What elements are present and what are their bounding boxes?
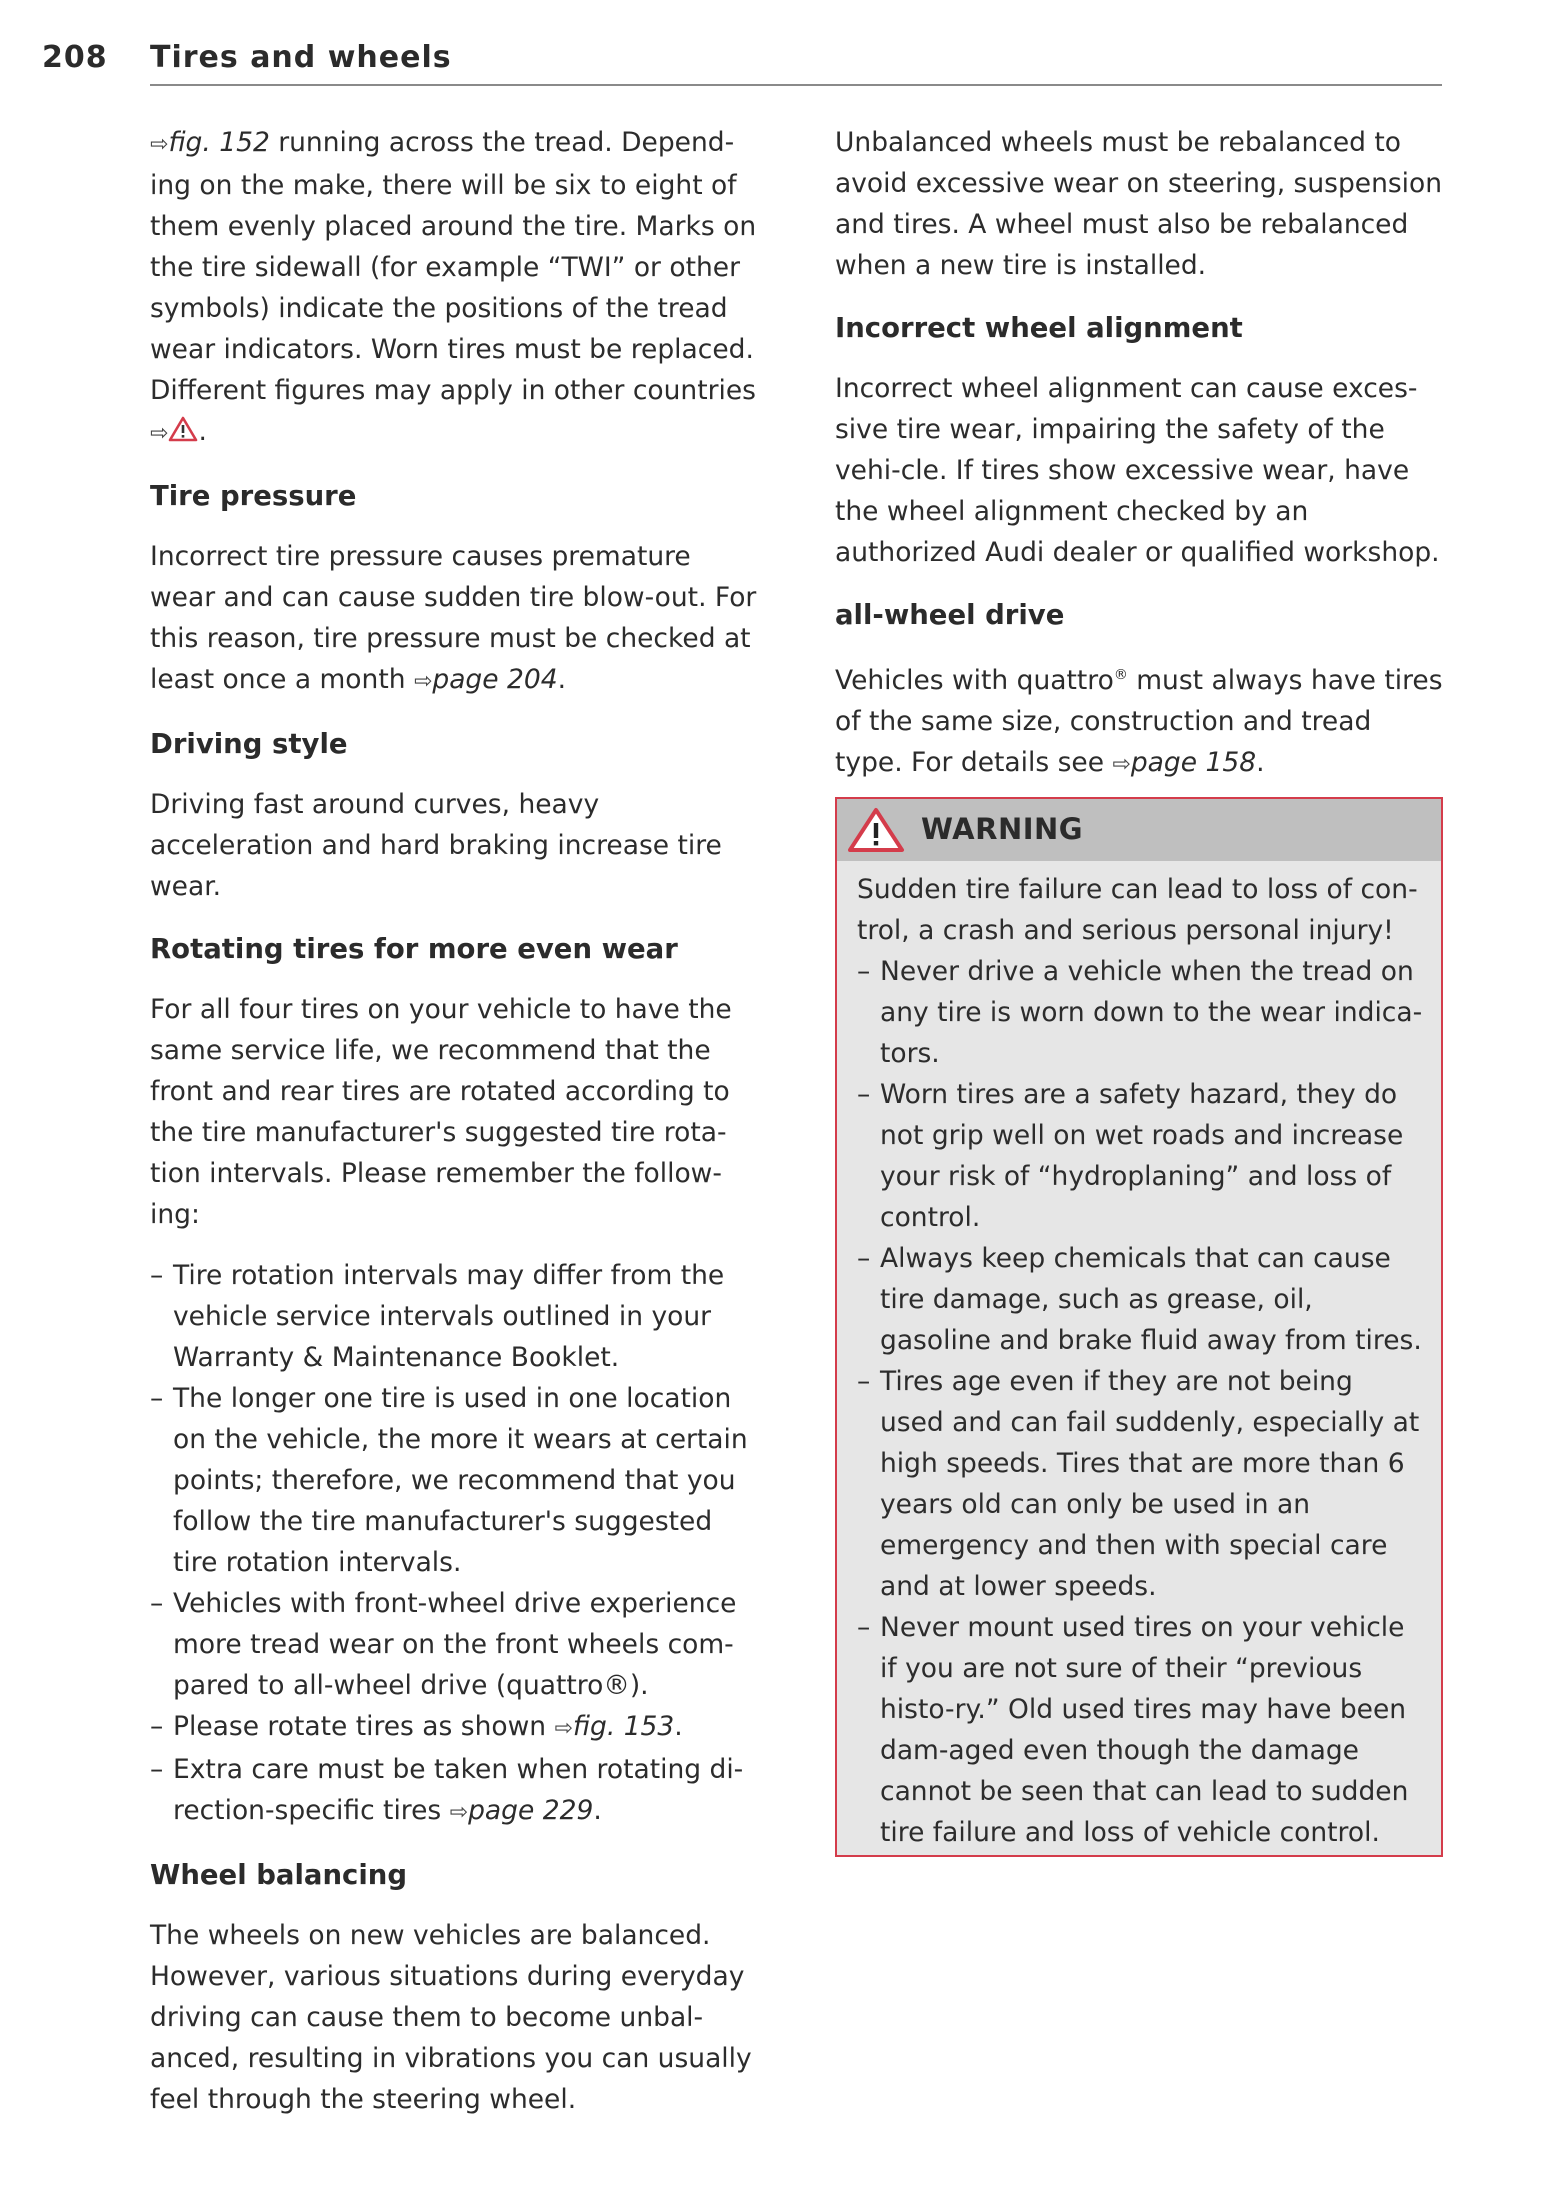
list-item — [150, 1749, 760, 1833]
rebalance-paragraph: Unbalanced wheels must be rebalanced to avoid excessive wear on steering, suspension and tires. A wheel must also be rebalanced when a new tire is installed. — [835, 127, 1443, 281]
warning-triangle-icon — [847, 807, 905, 853]
list-item-text: Extra care must be taken when rotating di-rection-specific tires — [173, 1754, 744, 1826]
wheel-alignment-paragraph: Incorrect wheel alignment can cause exces-sive tire wear, impairing the safety of the vehi-cle. If tires show excessive wear, have the wheel alignment checked by an authorized Audi dealer or qualified workshop. — [835, 373, 1440, 568]
arrow-icon: ⇨ — [150, 421, 169, 446]
header-rule — [150, 84, 1442, 86]
awd-text-after: must always have tires of the same size, construction and tread type. For details see — [835, 664, 1443, 778]
figure-reference-link[interactable]: fig. 152 — [168, 127, 270, 158]
tire-pressure-heading: Tire pressure — [150, 480, 357, 512]
page-header — [42, 40, 1442, 86]
right-column — [835, 122, 1445, 785]
registered-mark: ® — [1113, 667, 1128, 683]
list-item: – Vehicles with front-wheel drive experience more tread wear on the front wheels com-pared to all-wheel drive (quattro®). — [150, 1583, 760, 1706]
awd-text: Vehicles with quattro — [835, 664, 1114, 696]
list-item — [150, 1706, 760, 1749]
list-item-end: . — [593, 1795, 602, 1826]
arrow-icon: ⇨ — [1112, 751, 1131, 777]
left-column — [150, 122, 760, 2120]
list-item: – Worn tires are a safety hazard, they do not grip well on wet roads and increase your risk of “hydroplaning” and loss of control. — [857, 1074, 1423, 1238]
arrow-icon: ⇨ — [449, 1800, 469, 1825]
tire-pressure-paragraph — [150, 536, 760, 702]
page-reference-link[interactable]: page 158 — [1130, 746, 1257, 778]
driving-style-heading: Driving style — [150, 728, 348, 760]
all-wheel-drive-heading: all-wheel drive — [835, 599, 1065, 631]
list-item: – Never mount used tires on your vehicle if you are not sure of their “previous histo-ry.” Old used tires may have been dam-aged even though the damage cannot be seen that can lead to sudden tire failure and loss of vehicle control. — [857, 1607, 1423, 1853]
list-item-end: . — [674, 1711, 683, 1742]
arrow-icon: ⇨ — [554, 1716, 573, 1741]
rotating-tires-paragraph: For all four tires on your vehicle to have the same service life, we recommend that the front and rear tires are rotated according to the tire manufacturer's suggested tire rota-tion intervals. Please remember the follow-ing: — [150, 994, 732, 1230]
tire-pressure-end: . — [557, 664, 567, 695]
wheel-alignment-heading: Incorrect wheel alignment — [835, 312, 1243, 344]
figure-reference-link[interactable]: fig. 153 — [572, 1711, 675, 1742]
intro-text: running across the tread. Depend-ing on the make, there will be six to eight of them evenly placed around the tire. Marks on the tire sidewall (for example “TWI” or other symbols) indicate the positions of the tread wear indicators. Worn tires must be replaced. Different figures may apply in other countries — [150, 127, 757, 406]
section-title: Tires and wheels — [150, 40, 452, 75]
page-reference-link[interactable]: page 229 — [468, 1795, 594, 1826]
warning-body — [837, 861, 1441, 1853]
wheel-balancing-paragraph: The wheels on new vehicles are balanced. However, various situations during everyday driving can cause them to become unbal-anced, resulting in vibrations you can usually feel through the steering wheel. — [150, 1920, 752, 2115]
tire-pressure-text: Incorrect tire pressure causes premature wear and can cause sudden tire blow-out. For this reason, tire pressure must be checked at least once a month — [150, 541, 757, 695]
wheel-balancing-heading: Wheel balancing — [150, 1859, 408, 1891]
page-number: 208 — [42, 40, 108, 75]
list-item: – Always keep chemicals that can cause tire damage, such as grease, oil, gasoline and brake fluid away from tires. — [857, 1238, 1423, 1361]
warning-list — [857, 951, 1423, 1853]
rotation-list — [150, 1255, 760, 1833]
warning-intro: Sudden tire failure can lead to loss of con-trol, a crash and serious personal injury! — [857, 874, 1418, 946]
intro-end: . — [198, 416, 207, 447]
page-reference-link[interactable]: page 204 — [432, 664, 558, 695]
list-item-text: Please rotate tires as shown — [173, 1711, 555, 1742]
list-item: – Tire rotation intervals may differ from the vehicle service intervals outlined in your Warranty & Maintenance Booklet. — [150, 1255, 760, 1378]
list-item: – The longer one tire is used in one location on the vehicle, the more it wears at certain points; therefore, we recommend that you follow the tire manufacturer's suggested tire rotation intervals. — [150, 1378, 760, 1583]
warning-triangle-icon[interactable] — [168, 416, 198, 442]
awd-end: . — [1256, 746, 1265, 778]
list-item: – Never drive a vehicle when the tread on any tire is worn down to the wear indica-tors. — [857, 951, 1423, 1074]
list-item: – Tires age even if they are not being used and can fail suddenly, especially at high speeds. Tires that are more than 6 years old can only be used in an emergency and then with special care and at lower speeds. — [857, 1361, 1423, 1607]
intro-paragraph — [150, 122, 760, 454]
all-wheel-drive-paragraph — [835, 655, 1445, 785]
warning-header — [837, 799, 1441, 861]
arrow-icon: ⇨ — [150, 132, 169, 157]
driving-style-paragraph: Driving fast around curves, heavy acceleration and hard braking increase tire wear. — [150, 789, 722, 902]
arrow-icon: ⇨ — [413, 669, 433, 694]
warning-title: WARNING — [921, 812, 1084, 846]
warning-box — [835, 797, 1443, 1857]
rotating-tires-heading: Rotating tires for more even wear — [150, 933, 678, 965]
